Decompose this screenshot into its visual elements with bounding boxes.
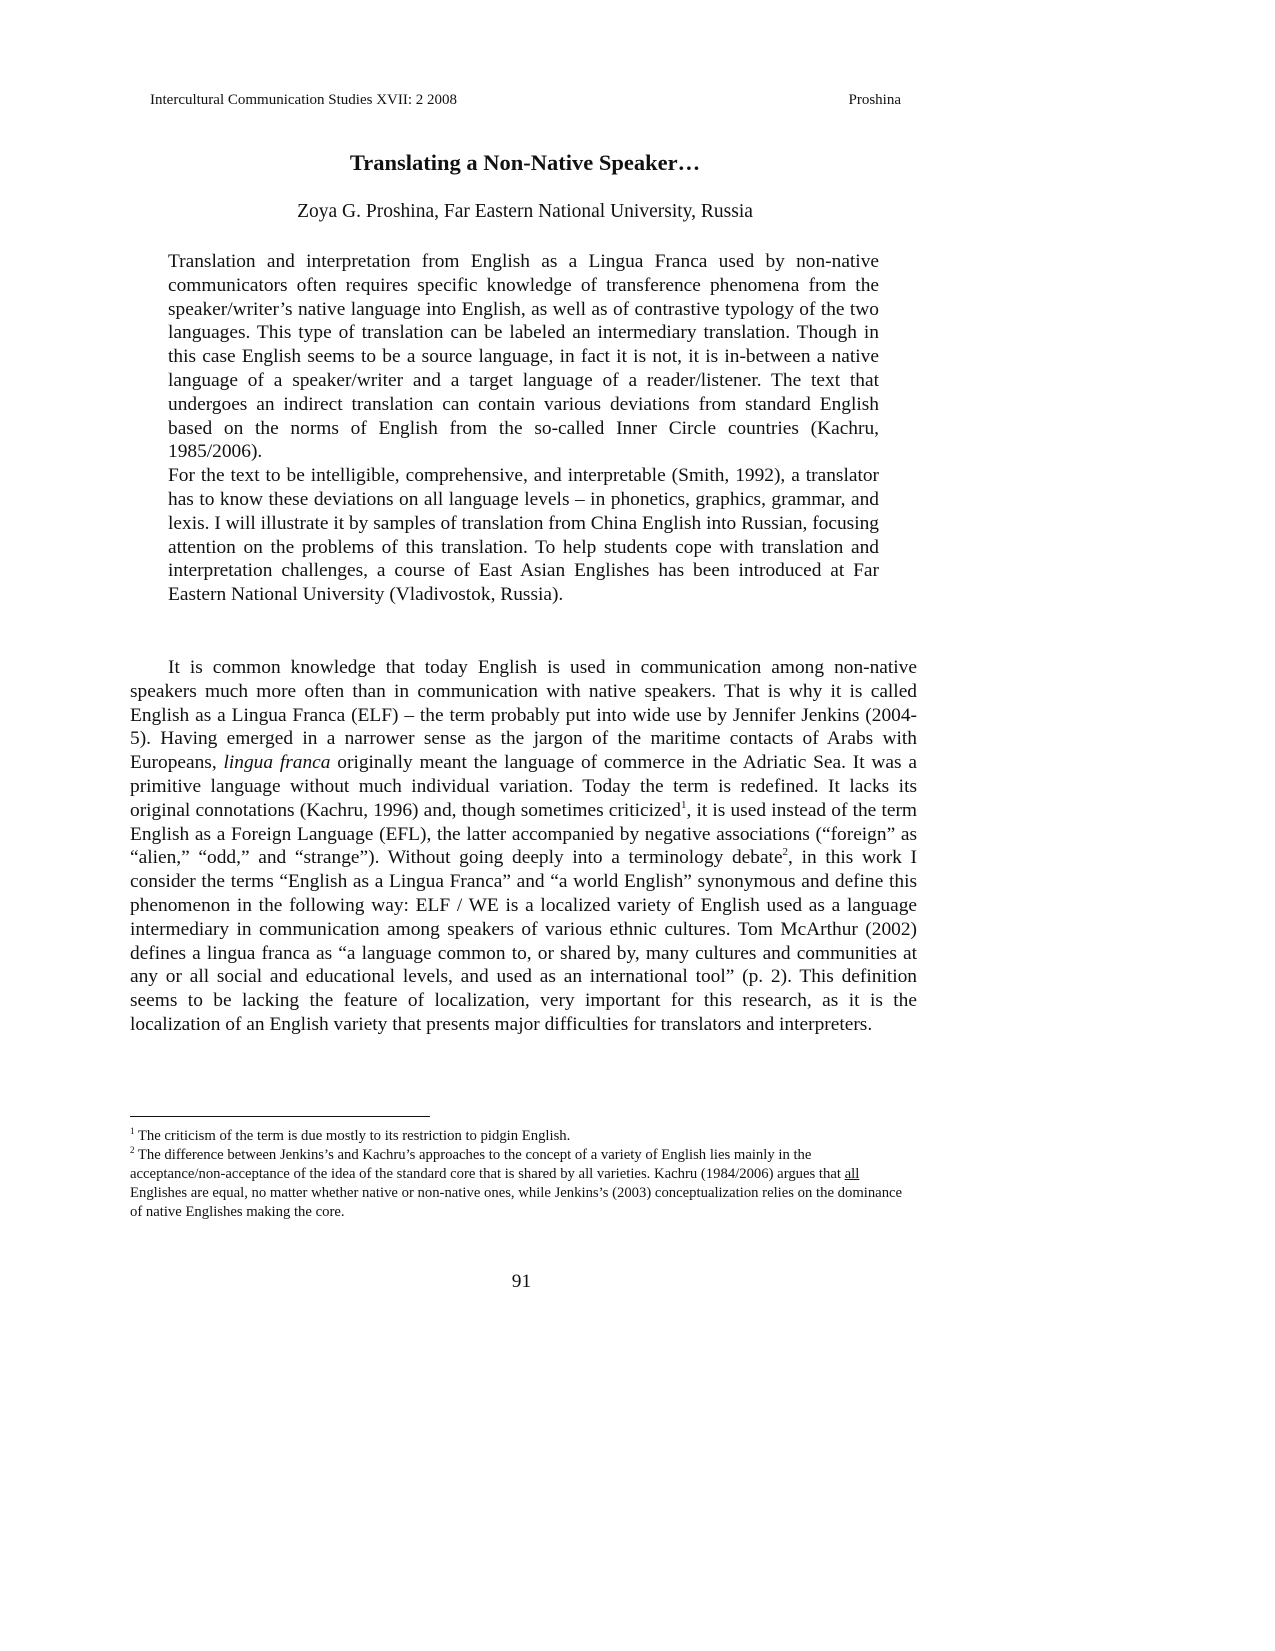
italic-term: lingua franca [223,752,331,774]
body-text-segment: , it is used instead of the term English as a Foreign Language (EFL), the latter accompanied by negative associations (“foreign” as “alien,” “odd,” and “strange”). Without going deeply into a terminology debate [130,799,917,869]
footnotes [130,1127,910,1222]
footnote-1 [130,1127,910,1146]
journal-citation: Intercultural Communication Studies XVII: 2 2008 [150,92,458,108]
footnote-marker: 1 [130,1126,135,1136]
body-text-segment: It is common knowledge that today English is used in communication among non-native speakers much more often than in communication with native speakers. That is why it is called English as a Lingua Franca (ELF) – the term probably put into wide use by Jennifer Jenkins (2004-5). Having emerged in a narrower sense as the jargon of the maritime contacts of Arabs with Europeans, [130,657,917,774]
underlined-word: all [844,1166,860,1182]
abstract-paragraph-1: Translation and interpretation from English as a Lingua Franca used by non-native communicators often requires specific knowledge of transference phenomena from the speaker/writer’s native language into English, as well as of contrastive typology of the two languages. This type of translation can be labeled an intermediary translation. Though in this case English seems to be a source language, in fact it is not, it is in-between a native language of a speaker/writer and a target language of a reader/listener. The text that undergoes an indirect translation can contain various deviations from standard English based on the norms of English from the so-called Inner Circle countries (Kachru, 1985/2006). [168,251,879,463]
page-number: 91 [511,1271,532,1292]
abstract-paragraph-2: For the text to be intelligible, comprehensive, and interpretable (Smith, 1992), a translator has to know these deviations on all language levels – in phonetics, graphics, grammar, and lexis. I will illustrate it by samples of translation from China English into Russian, focusing attention on the problems of this translation. To help students cope with translation and interpretation challenges, a course of East Asian Englishes has been introduced at Far Eastern National University (Vladivostok, Russia). [168,465,879,606]
paper-title: Translating a Non-Native Speaker… [349,150,701,175]
body-text-segment: originally meant the language of commerce in the Adriatic Sea. It was a primitive language without much individual variation. Today the term is redefined. It lacks its original connotations (Kachru, 1996) and, though sometimes criticized [130,752,917,821]
footnote-text: The difference between Jenkins’s and Kachru’s approaches to the concept of a variety of English lies mainly in the acceptance/non-acceptance of the idea of the standard core that is shared by all varieties. Kachru (1984/2006) argues that [130,1147,845,1182]
footnote-text: The criticism of the term is due mostly to its restriction to pidgin English. [134,1128,571,1144]
footnote-2 [130,1146,910,1222]
footnote-text: Englishes are equal, no matter whether native or non-native ones, while Jenkins’s (2003) conceptualization relies on the dominance of native Englishes making the core. [130,1185,903,1220]
footnote-reference-2: 2 [782,846,789,859]
running-header [150,92,901,109]
header-author: Proshina [848,92,901,108]
body-text [130,656,917,1037]
footnote-divider [130,1116,430,1117]
abstract [168,250,879,607]
author-affiliation: Zoya G. Proshina, Far Eastern National University, Russia [297,201,753,222]
footnote-reference-1: 1 [680,798,687,811]
body-paragraph [130,656,917,1037]
body-text-segment: , in this work I consider the terms “English as a Lingua Franca” and “a world English” synonymous and define this phenomenon in the following way: ELF / WE is a localized variety of English used as a language intermediary in communication among speakers of various ethnic cultures. Tom McArthur (2002) defines a lingua franca as “a language common to, or shared by, many cultures and communities at any or all social and educational levels, and used as an international tool” (p. 2). This definition seems to be lacking the feature of localization, very important for this research, as it is the localization of an English variety that presents major difficulties for translators and interpreters. [130,847,917,1035]
footnote-marker: 2 [130,1145,135,1155]
